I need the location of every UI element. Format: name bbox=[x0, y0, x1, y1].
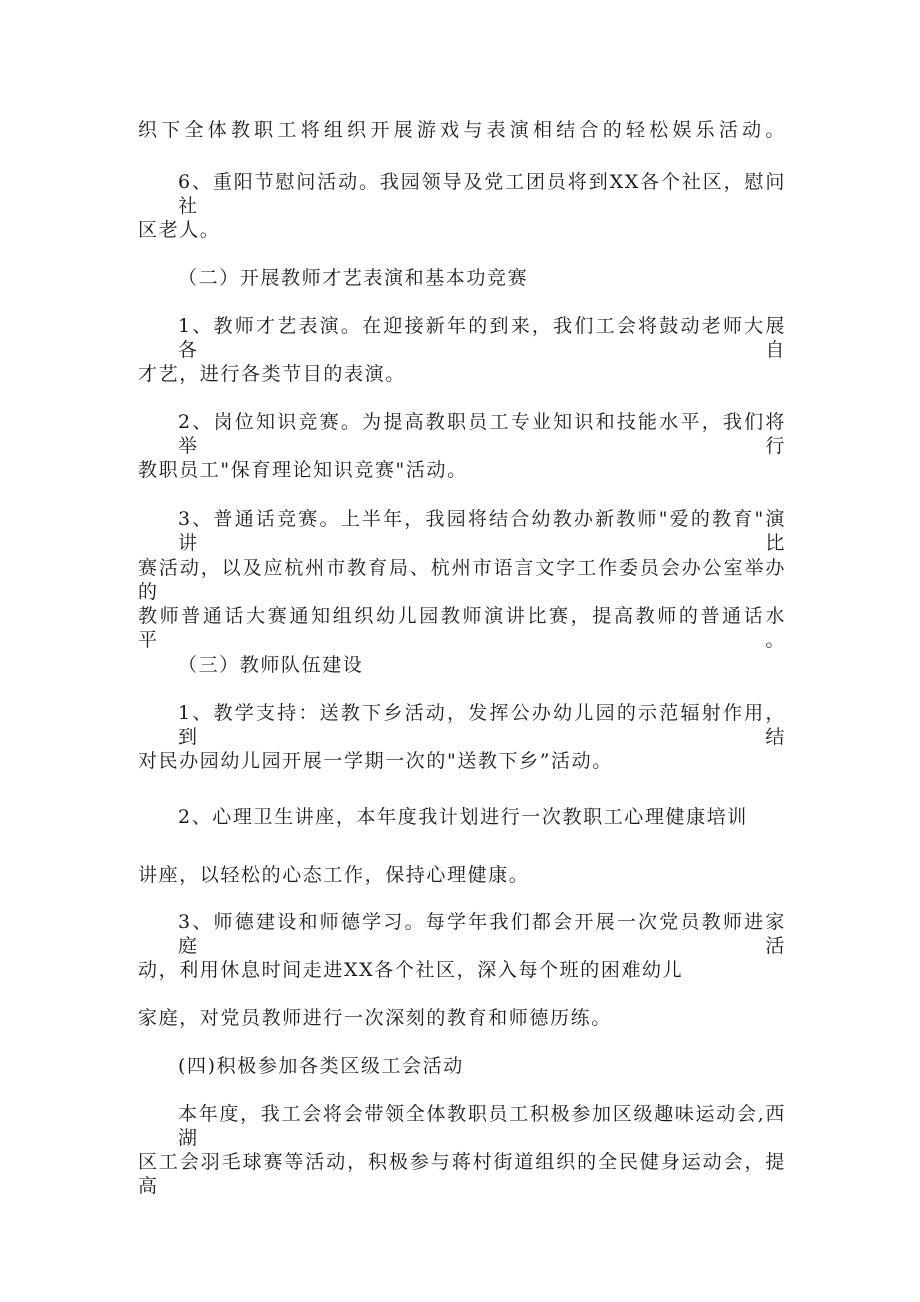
text-line: 家庭，对党员教师进行一次深刻的教育和师德历练。 bbox=[138, 1007, 612, 1029]
text-line: 区老人。 bbox=[138, 219, 221, 241]
text-line: 教职员工"保育理论知识竞赛"活动。 bbox=[138, 459, 468, 481]
text-line: 2、岗位知识竞赛。为提高教职员工专业知识和技能水平，我们将举行 bbox=[178, 411, 786, 457]
text-line: 3、师德建设和师德学习。每学年我们都会开展一次党员教师进家庭活 bbox=[178, 911, 786, 957]
text-line: 6、重阳节慰问活动。我园领导及党工团员将到XX各个社区，慰问社 bbox=[178, 171, 786, 217]
text-line: 1、教学支持：送教下乡活动，发挥公办幼儿园的示范辐射作用，到结 bbox=[178, 702, 786, 748]
text-line: 区工会羽毛球赛等活动，积极参与蒋村街道组织的全民健身运动会，提高 bbox=[138, 1151, 786, 1197]
text-line: 织下全体教职工将组织开展游戏与表演相结合的轻松娱乐活动。 bbox=[138, 119, 786, 141]
text-line: 讲座，以轻松的心态工作，保持心理健康。 bbox=[138, 864, 530, 886]
text-line: 赛活动，以及应杭州市教育局、杭州市语言文字工作委员会办公室举办的 bbox=[138, 557, 786, 603]
text-line: 1、教师才艺表演。在迎接新年的到来，我们工会将鼓动老师大展各自 bbox=[178, 315, 786, 361]
text-line: 2、心理卫生讲座，本年度我计划进行一次教职工心理健康培训 bbox=[178, 806, 748, 828]
section-heading: （二）开展教师才艺表演和基本功竞赛 bbox=[178, 267, 529, 289]
text-line: 教师普通话大赛通知组织幼儿园教师演讲比赛，提高教师的普通话水平。 bbox=[138, 605, 786, 651]
text-line: 本年度，我工会将会带领全体教职员工积极参加区级趣味运动会,西湖 bbox=[178, 1103, 786, 1149]
text-line: 对民办园幼儿园开展一学期一次的"送教下乡”活动。 bbox=[138, 750, 613, 772]
text-line: 3、普通话竞赛。上半年，我园将结合幼教办新教师"爱的教育"演讲比 bbox=[178, 508, 786, 554]
section-heading: (四)积极参加各类区级工会活动 bbox=[178, 1055, 464, 1077]
text-line: 才艺，进行各类节目的表演。 bbox=[138, 363, 406, 385]
section-heading: （三）教师队伍建设 bbox=[178, 654, 364, 676]
text-line: 动，利用休息时间走进XX各个社区，深入每个班的困难幼儿 bbox=[138, 959, 684, 981]
